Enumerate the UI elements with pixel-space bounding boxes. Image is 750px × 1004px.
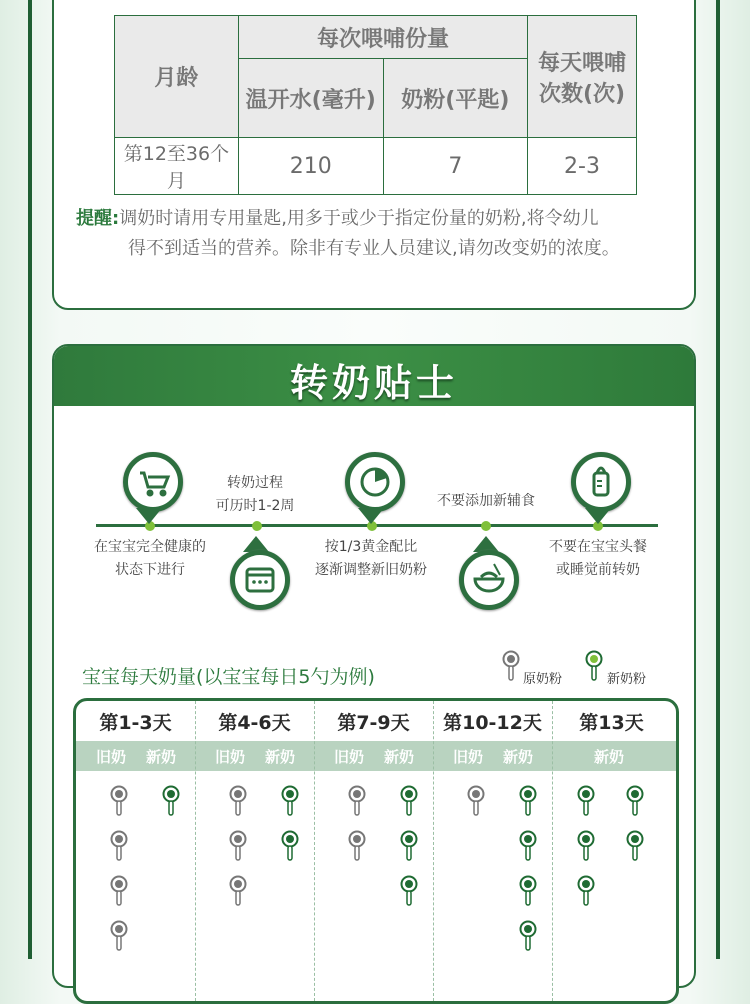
step2-line1: 转奶过程 (227, 475, 283, 491)
age-header: 月龄 (115, 16, 239, 138)
new-milk-spoon-icon (519, 920, 537, 954)
new-milk-spoon-icon (626, 830, 644, 864)
step1-line1: 在宝宝完全健康的 (94, 539, 206, 555)
times-header (528, 16, 637, 138)
pie-chart-icon (345, 452, 405, 512)
pin-tail (358, 508, 384, 524)
tip-line2: 得不到适当的营养。除非有专业人员建议,请勿改变奶的浓度。 (128, 238, 620, 259)
tip-text (76, 204, 686, 264)
new-milk-spoon-icon (281, 830, 299, 864)
water-header: 温开水(毫升) (238, 59, 383, 138)
step5-line2: 或睡觉前转奶 (556, 562, 640, 578)
old-milk-spoon-icon (110, 875, 128, 909)
step5-text (528, 536, 668, 582)
old-milk-spoon-icon (229, 875, 247, 909)
step4-text (416, 490, 556, 513)
times-cell: 2-3 (528, 138, 637, 195)
section-banner (54, 346, 694, 406)
step3-text (296, 536, 446, 582)
legend-old-label: 原奶粉 (523, 672, 563, 687)
stroller-icon (123, 452, 183, 512)
schedule-column-title: 第4-6天 (218, 712, 291, 734)
section-title: 转奶贴士 (289, 361, 458, 405)
step2-text (190, 472, 320, 518)
tip-line1: 调奶时请用专用量匙,用多于或少于指定份量的奶粉,将令幼儿 (119, 208, 599, 229)
schedule-table (73, 698, 679, 1004)
schedule-new-label: 新奶 (265, 748, 296, 766)
schedule-old-label: 旧奶 (215, 748, 246, 766)
water-cell: 210 (238, 138, 383, 195)
times-header-line2: 次数(次) (538, 81, 626, 107)
schedule-new-label: 新奶 (384, 748, 415, 766)
old-milk-spoon-icon (110, 920, 128, 954)
schedule-new-label: 新奶 (594, 748, 625, 766)
left-frame-line (28, 0, 32, 959)
old-milk-spoon-icon (229, 830, 247, 864)
feeding-table (114, 15, 637, 195)
powder-cell: 7 (383, 138, 527, 195)
step1-text (70, 536, 230, 582)
timeline-dot (481, 521, 491, 531)
schedule-column (314, 701, 434, 1001)
bowl-icon (459, 550, 519, 610)
baby-bottle-icon (571, 452, 631, 512)
timeline-line (96, 524, 658, 527)
step1-line2: 状态下进行 (115, 562, 185, 578)
daily-milk-title: 宝宝每天奶量(以宝宝每日5勺为例) (82, 666, 375, 688)
new-milk-spoon-icon (577, 830, 595, 864)
schedule-new-label: 新奶 (503, 748, 534, 766)
schedule-column-title: 第10-12天 (443, 712, 542, 734)
schedule-column-title: 第13天 (579, 712, 644, 734)
pin-tail (585, 508, 611, 524)
schedule-column (552, 701, 671, 1001)
timeline-dot (252, 521, 262, 531)
step4-line1: 不要添加新辅食 (437, 493, 535, 509)
old-milk-spoon-icon (348, 785, 366, 819)
right-frame-line (716, 0, 720, 959)
schedule-column (195, 701, 315, 1001)
step3-line2: 逐渐调整新旧奶粉 (315, 562, 427, 578)
schedule-old-label: 旧奶 (96, 748, 127, 766)
per-feed-header: 每次喂哺份量 (238, 16, 527, 59)
legend-new-spoon-icon (585, 650, 603, 684)
new-milk-spoon-icon (577, 785, 595, 819)
step3-line1: 按1/3黄金配比 (324, 539, 418, 555)
legend-old-spoon-icon (502, 650, 520, 684)
schedule-column (76, 701, 196, 1001)
tip-label: 提醒: (76, 208, 120, 229)
powder-header: 奶粉(平匙) (383, 59, 527, 138)
new-milk-spoon-icon (400, 785, 418, 819)
new-milk-spoon-icon (400, 875, 418, 909)
old-milk-spoon-icon (110, 830, 128, 864)
step5-line1: 不要在宝宝头餐 (549, 539, 647, 555)
schedule-column-title: 第1-3天 (99, 712, 172, 734)
old-milk-spoon-icon (467, 785, 485, 819)
times-header-line1: 每天喂哺 (538, 50, 627, 76)
schedule-old-label: 旧奶 (453, 748, 484, 766)
new-milk-spoon-icon (162, 785, 180, 819)
calendar-icon (230, 550, 290, 610)
old-milk-spoon-icon (110, 785, 128, 819)
age-cell: 第12至36个月 (115, 138, 239, 195)
old-milk-spoon-icon (229, 785, 247, 819)
schedule-new-label: 新奶 (146, 748, 177, 766)
new-milk-spoon-icon (400, 830, 418, 864)
new-milk-spoon-icon (626, 785, 644, 819)
step2-line2: 可历时1-2周 (215, 498, 295, 514)
new-milk-spoon-icon (281, 785, 299, 819)
new-milk-spoon-icon (577, 875, 595, 909)
pin-tail (136, 508, 162, 524)
new-milk-spoon-icon (519, 785, 537, 819)
schedule-old-label: 旧奶 (334, 748, 365, 766)
schedule-column (433, 701, 553, 1001)
legend-new-label: 新奶粉 (607, 672, 647, 687)
old-milk-spoon-icon (348, 830, 366, 864)
new-milk-spoon-icon (519, 875, 537, 909)
new-milk-spoon-icon (519, 830, 537, 864)
schedule-column-title: 第7-9天 (337, 712, 410, 734)
